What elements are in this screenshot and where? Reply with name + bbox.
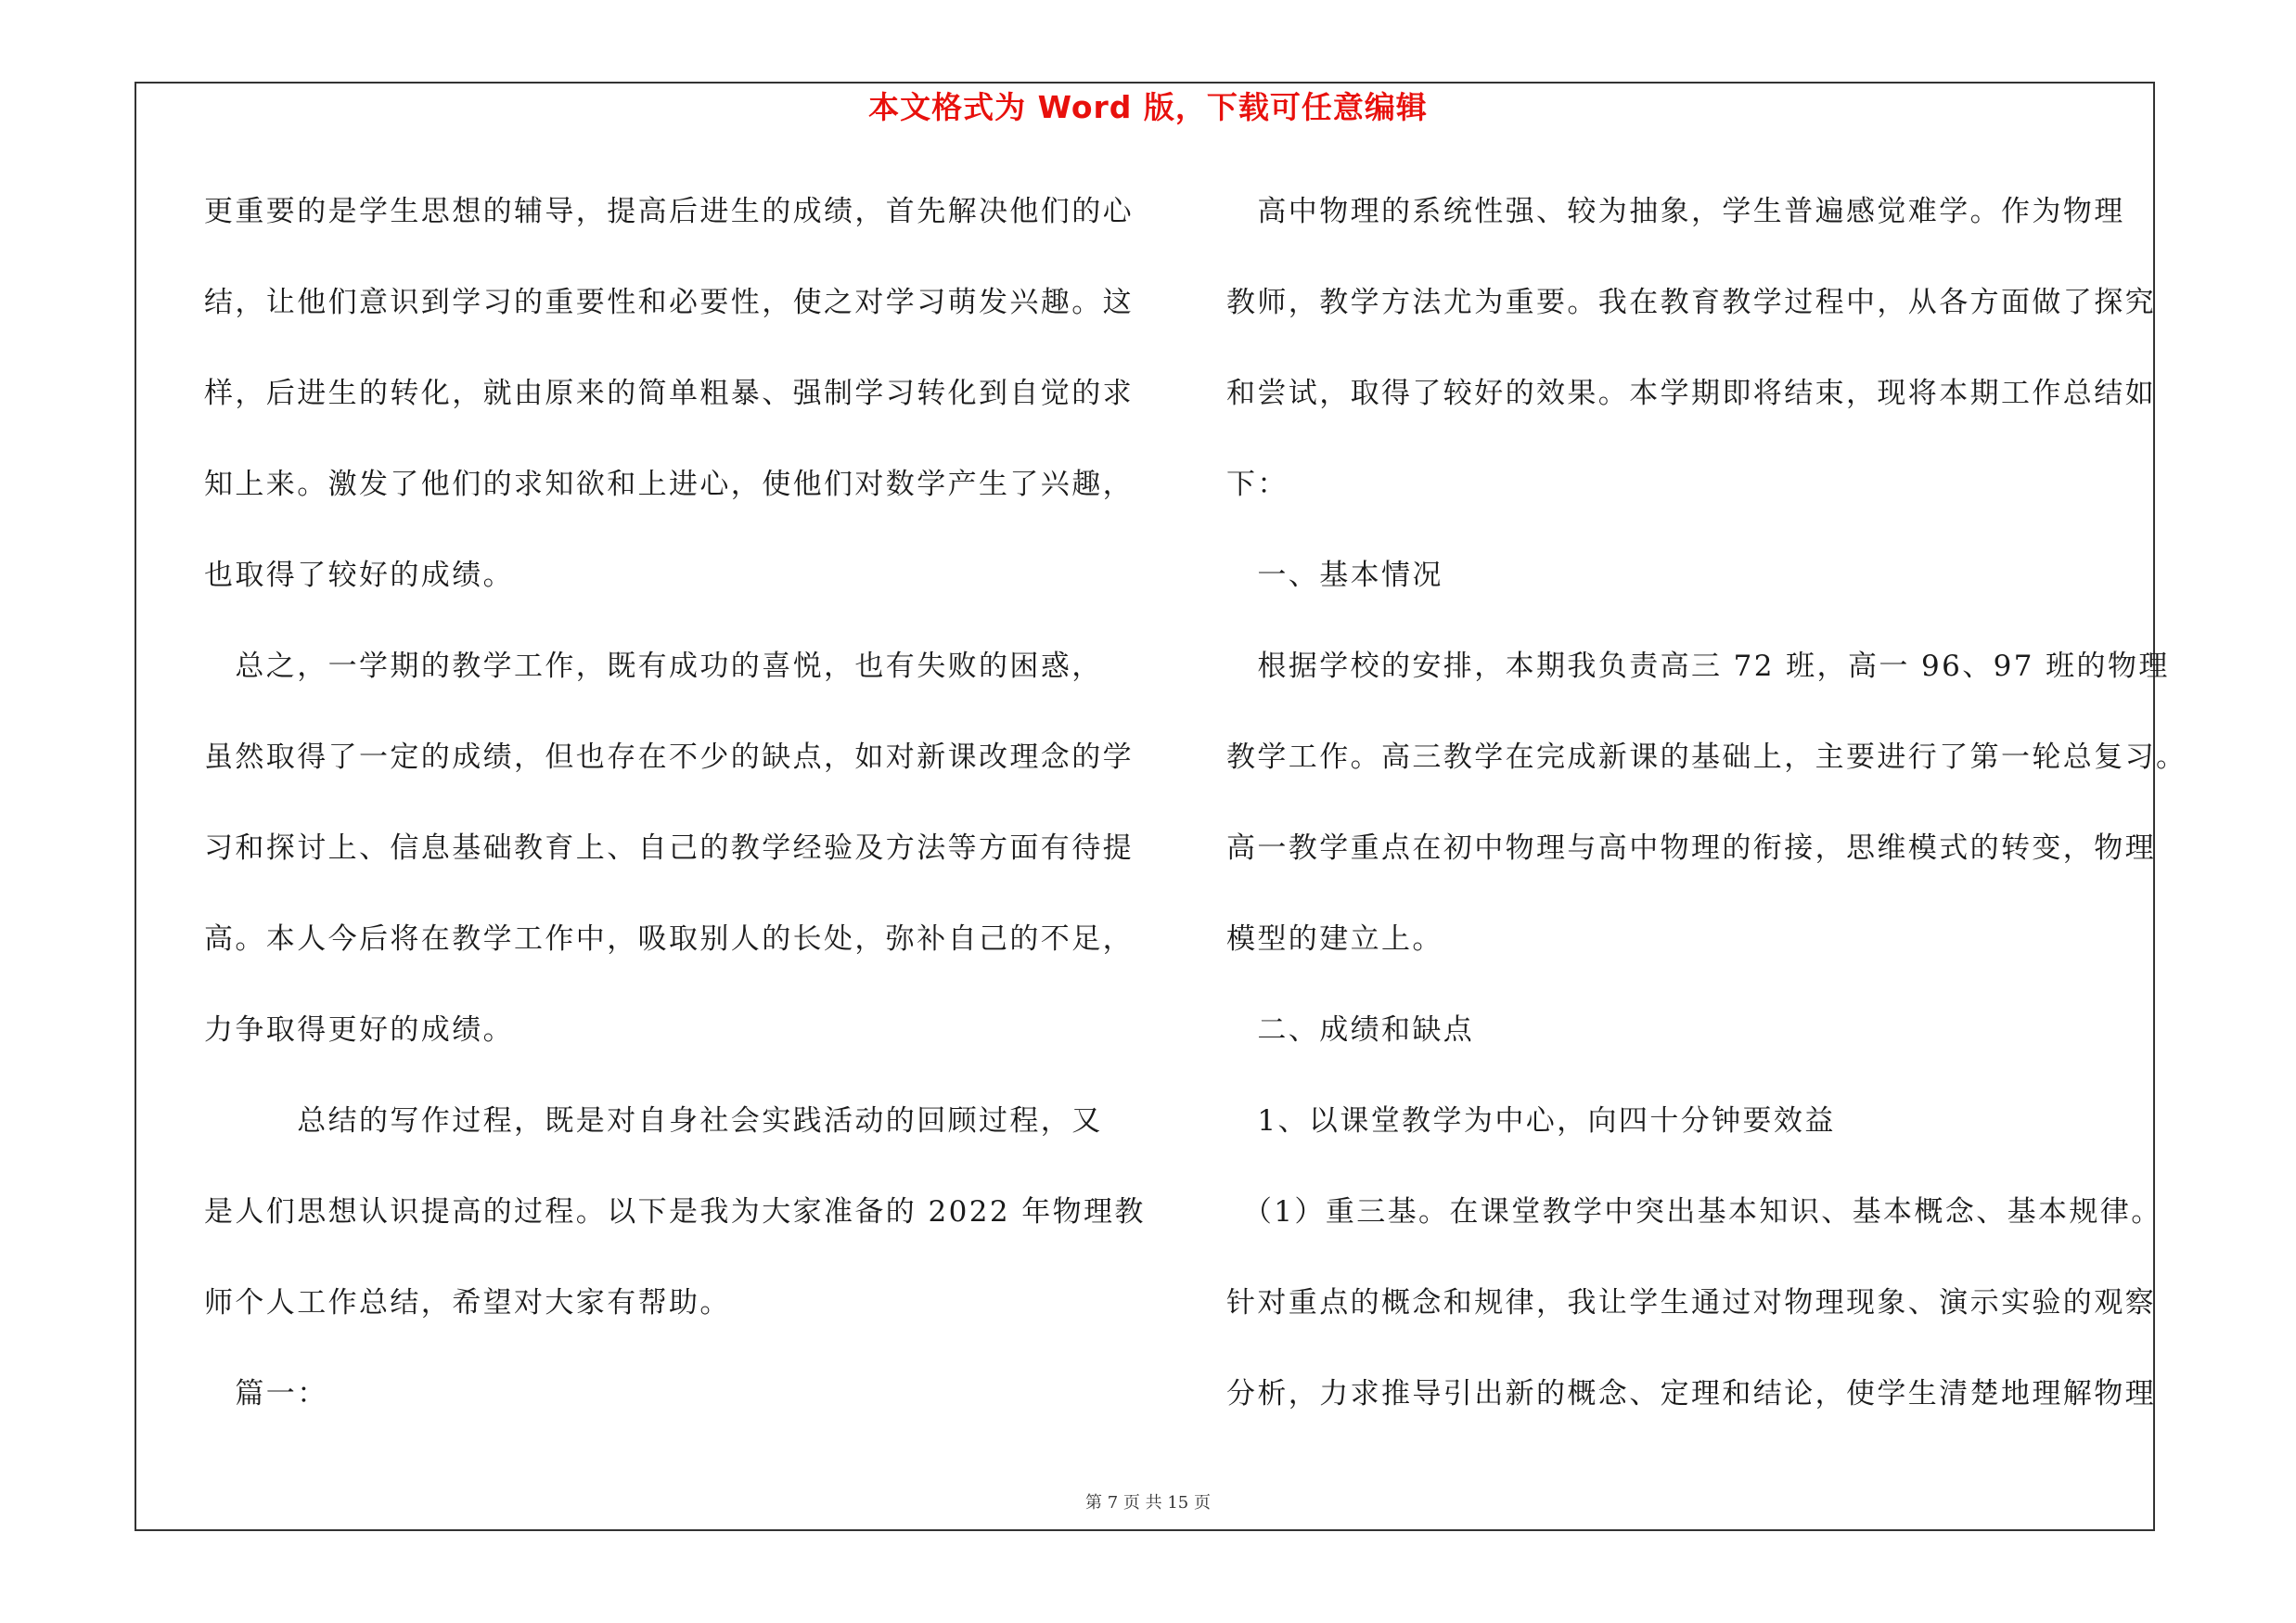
text-line: 知上来。激发了他们的求知欲和上进心，使他们对数学产生了兴趣， [204, 468, 1134, 501]
text-line: 教学工作。高三教学在完成新课的基础上，主要进行了第一轮总复习。 [1226, 741, 2187, 774]
document-banner [0, 84, 2296, 127]
text-line: 一、基本情况 [1226, 559, 1443, 592]
text-line: 篇一： [204, 1377, 328, 1410]
text-line: 高。本人今后将在教学工作中，吸取别人的长处，弥补自己的不足， [204, 922, 1134, 956]
text-line: 师个人工作总结，希望对大家有帮助。 [204, 1286, 731, 1320]
text-line: 习和探讨上、信息基础教育上、自己的教学经验及方法等方面有待提 [204, 831, 1134, 865]
text-line: 也取得了较好的成绩。 [204, 559, 514, 592]
text-line: 更重要的是学生思想的辅导，提高后进生的成绩，首先解决他们的心 [204, 195, 1134, 228]
text-line: 根据学校的安排，本期我负责高三 72 班，高一 96、97 班的物理 [1226, 650, 2170, 683]
left-text-column [204, 184, 1146, 1457]
text-line: 总结的写作过程，既是对自身社会实践活动的回顾过程，又 [204, 1104, 1103, 1138]
text-line: 虽然取得了一定的成绩，但也存在不少的缺点，如对新课改理念的学 [204, 741, 1134, 774]
page-footer [0, 1489, 2296, 1514]
text-line: 分析，力求推导引出新的概念、定理和结论，使学生清楚地理解物理 [1226, 1377, 2156, 1410]
text-line: 模型的建立上。 [1226, 922, 1443, 956]
text-line: 二、成绩和缺点 [1226, 1013, 1475, 1047]
text-line: 力争取得更好的成绩。 [204, 1013, 514, 1047]
text-line: 和尝试，取得了较好的效果。本学期即将结束，现将本期工作总结如 [1226, 377, 2156, 410]
right-text-column [1226, 184, 2187, 1457]
text-line: 高一教学重点在初中物理与高中物理的衔接，思维模式的转变，物理 [1226, 831, 2156, 865]
text-line: 针对重点的概念和规律，我让学生通过对物理现象、演示实验的观察 [1226, 1286, 2156, 1320]
text-line: 结，让他们意识到学习的重要性和必要性，使之对学习萌发兴趣。这 [204, 286, 1134, 319]
text-line: 是人们思想认识提高的过程。以下是我为大家准备的 2022 年物理教 [204, 1195, 1146, 1229]
text-line: 高中物理的系统性强、较为抽象，学生普遍感觉难学。作为物理 [1226, 195, 2125, 228]
text-line: 1、以课堂教学为中心，向四十分钟要效益 [1226, 1104, 1836, 1138]
text-line: （1）重三基。在课堂教学中突出基本知识、基本概念、基本规律。 [1226, 1195, 2162, 1229]
banner-text: 本文格式为 Word 版，下载可任意编辑 [868, 89, 1428, 125]
text-line: 下： [1226, 468, 1289, 501]
text-line: 教师，教学方法尤为重要。我在教育教学过程中，从各方面做了探究 [1226, 286, 2156, 319]
text-line: 总之，一学期的教学工作，既有成功的喜悦，也有失败的困惑， [204, 650, 1103, 683]
page-number-label: 第 7 页 共 15 页 [1085, 1493, 1211, 1513]
text-line: 样，后进生的转化，就由原来的简单粗暴、强制学习转化到自觉的求 [204, 377, 1134, 410]
